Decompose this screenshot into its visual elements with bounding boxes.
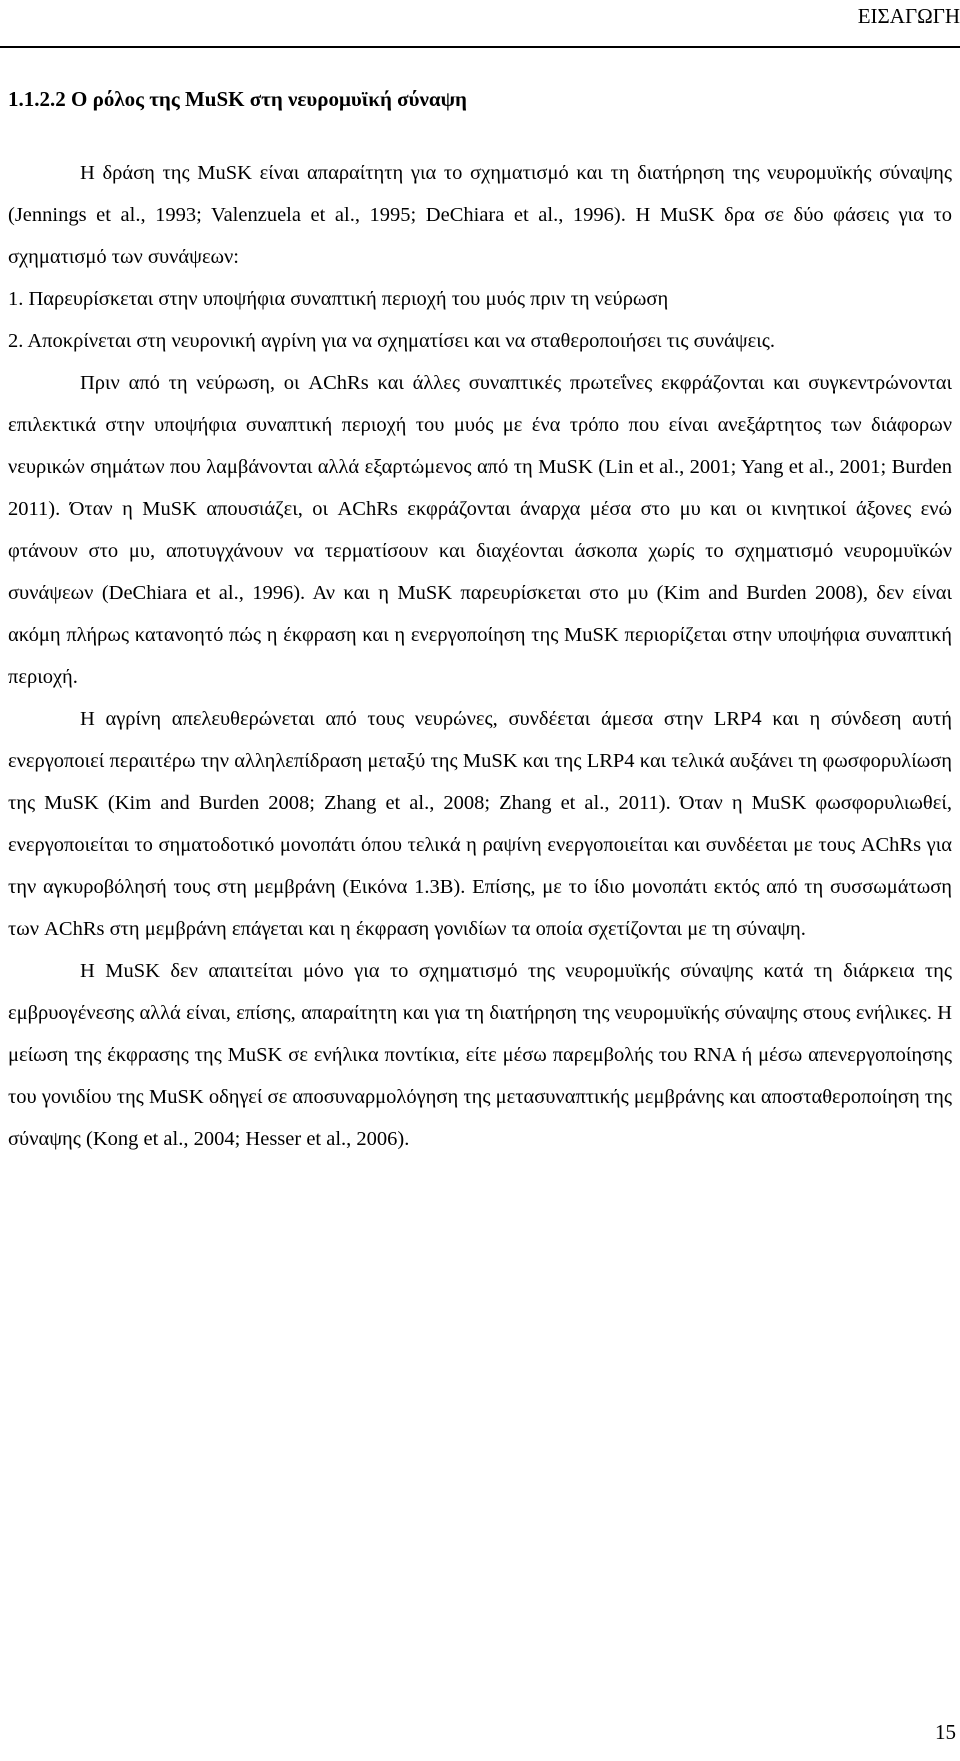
list-item-phase-1: 1. Παρευρίσκεται στην υποψήφια συναπτική περιοχή του μυός πριν τη νεύρωση: [8, 288, 669, 310]
section-heading: 1.1.2.2 Ο ρόλος της MuSK στη νευρομυϊκή σύναψη: [8, 87, 467, 111]
header-rule: [0, 46, 960, 48]
paragraph-agrin-lrp4: Η αγρίνη απελευθερώνεται από τους νευρώνες, συνδέεται άμεσα στην LRP4 και η σύνδεση αυτή ενεργοποιεί περαιτέρω την αλληλεπίδραση μεταξύ της MuSK και της LRP4 και τελικά αυξάνει τη φωσφορυλίωση της MuSK (Kim and Burden 2008; Zhang et al., 2008; Zhang et al., 2011). Όταν η MuSK φωσφορυλιωθεί, ενεργοποιείται το σηματοδοτικό μονοπάτι όπου τελικά η ραψίνη ενεργοποιείται και συνδέεται με τους AChRs για την αγκυροβόλησή τους στη μεμβράνη (Εικόνα 1.3Β). Επίσης, με το ίδιο μονοπάτι εκτός από τη συσσωμάτωση των AChRs στη μεμβράνη επάγεται και η έκφραση γονιδίων τα οποία σχετίζονται με τη σύναψη.: [8, 708, 952, 940]
paragraph-intro: Η δράση της MuSK είναι απαραίτητη για το σχηματισμό και τη διατήρηση της νευρομυϊκής σύναψης (Jennings et al., 1993; Valenzuela et al., 1995; DeChiara et al., 1996). Η MuSK δρα σε δύο φάσεις για το σχηματισμό των συνάψεων:: [8, 162, 952, 268]
running-header: ΕΙΣΑΓΩΓΗ: [857, 4, 960, 28]
list-item-phase-2: 2. Αποκρίνεται στη νευρονική αγρίνη για να σχηματίσει και να σταθεροποιήσει τις συνάψεις.: [8, 330, 775, 352]
paragraph-musk-maintenance: Η MuSK δεν απαιτείται μόνο για το σχηματισμό της νευρομυϊκής σύναψης κατά τη διάρκεια της εμβρυογένεσης αλλά είναι, επίσης, απαραίτητη και για τη διατήρηση της νευρομυϊκής σύναψης στους ενήλικες. Η μείωση της έκφρασης της MuSK σε ενήλικα ποντίκια, είτε μέσω παρεμβολής του RNA ή μέσω απενεργοποίησης του γονιδίου της MuSK οδηγεί σε αποσυναρμολόγηση της μετασυναπτικής μεμβράνης και αποσταθεροποίηση της σύναψης (Kong et al., 2004; Hesser et al., 2006).: [8, 960, 952, 1150]
paragraph-before-innervation: Πριν από τη νεύρωση, οι AChRs και άλλες συναπτικές πρωτεΐνες εκφράζονται και συγκεντρώνονται επιλεκτικά στην υποψήφια συναπτική περιοχή του μυός με ένα τρόπο που είναι ανεξάρτητος των διάφορων νευρικών σημάτων που λαμβάνονται αλλά εξαρτώμενος από τη MuSK (Lin et al., 2001; Yang et al., 2001; Burden 2011). Όταν η MuSK απουσιάζει, οι AChRs εκφράζονται άναρχα μέσα στο μυ και οι κινητικοί άξονες ενώ φτάνουν στο μυ, αποτυγχάνουν να τερματίσουν και διαχέονται άσκοπα χωρίς το σχηματισμό νευρομυϊκών συνάψεων (DeChiara et al., 1996). Αν και η MuSK παρευρίσκεται στο μυ (Kim and Burden 2008), δεν είναι ακόμη πλήρως κατανοητό πώς η έκφραση και η ενεργοποίηση της MuSK περιορίζεται στην υποψήφια συναπτική περιοχή.: [8, 372, 952, 688]
page-number: 15: [935, 1720, 956, 1744]
page-body: [8, 84, 952, 1160]
